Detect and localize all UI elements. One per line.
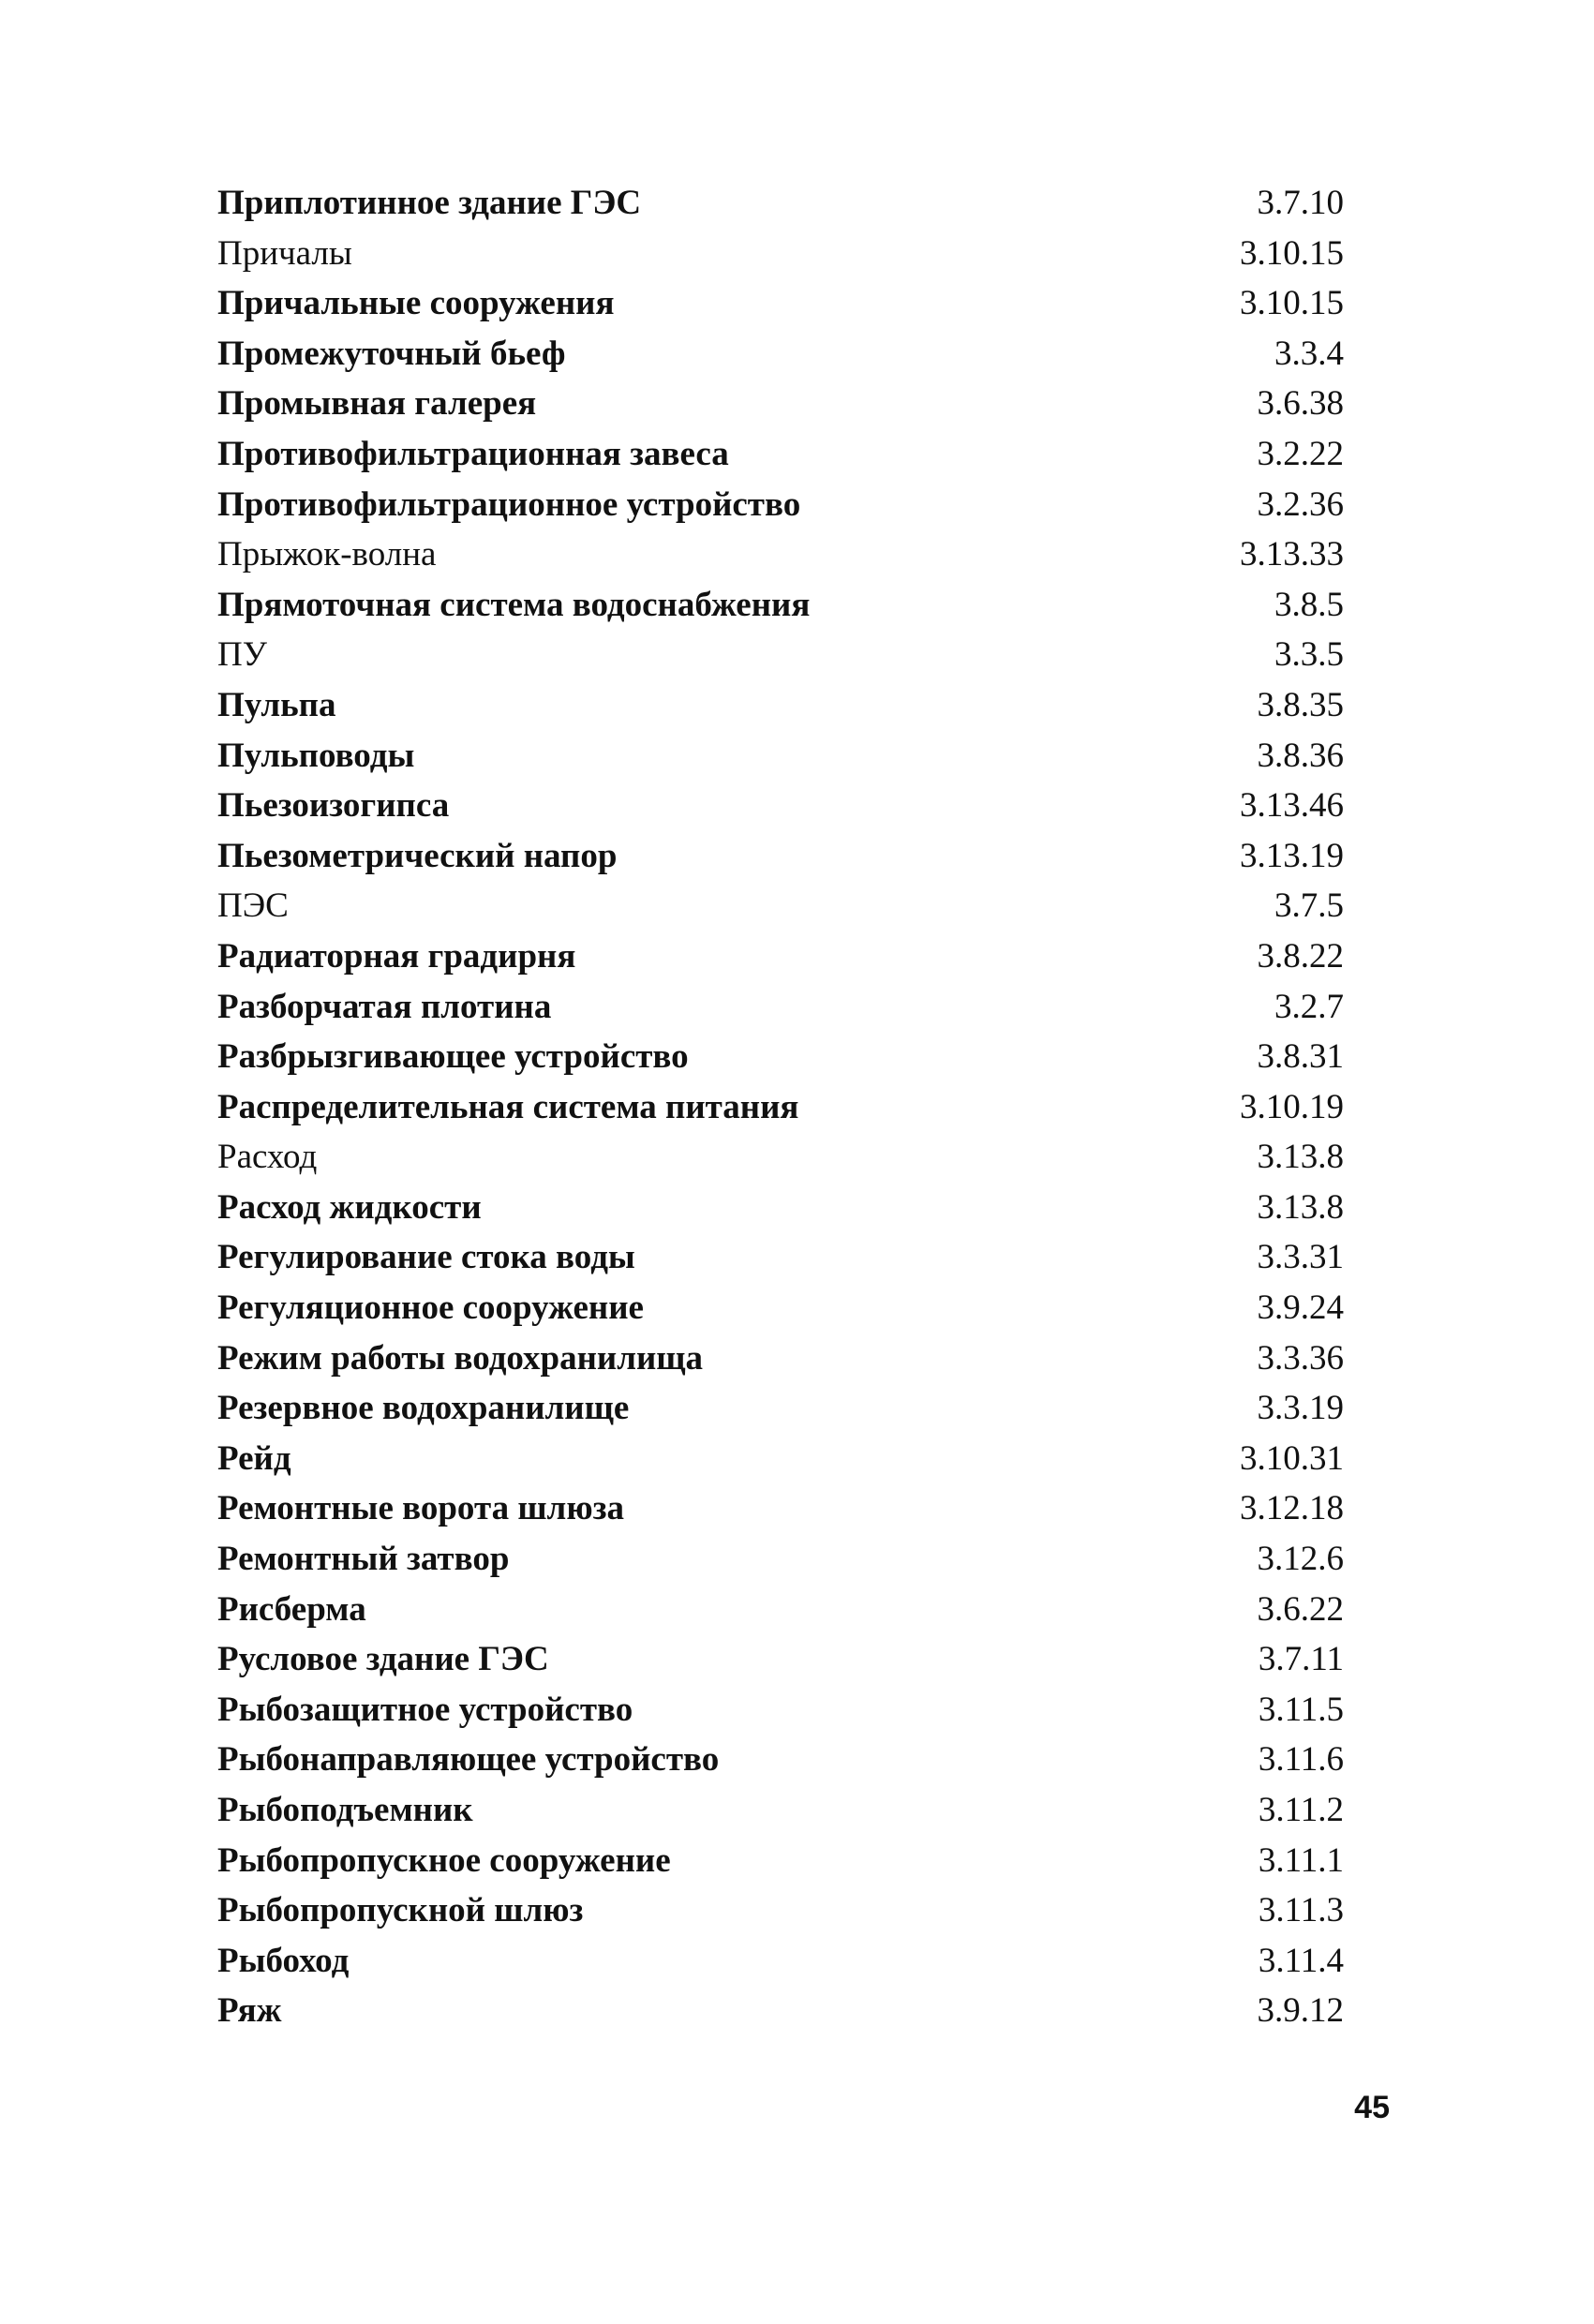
entry-reference: 3.2.22 [1257,434,1344,473]
index-entry [217,1132,1342,1183]
entry-reference: 3.2.7 [1274,987,1344,1026]
entry-reference: 3.9.24 [1257,1289,1344,1328]
entry-term: Разборчатая плотина [217,987,552,1026]
entry-reference: 3.10.19 [1240,1087,1344,1126]
entry-reference: 3.13.8 [1257,1187,1344,1227]
index-entry [217,379,1342,429]
entry-reference: 3.11.4 [1258,1941,1344,1980]
entry-term: Противофильтрационное устройство [217,484,801,524]
entry-term: Режим работы водохранилища [217,1338,704,1378]
index-entry [217,178,1342,229]
index-entry [217,1634,1342,1685]
entry-reference: 3.13.46 [1240,786,1344,826]
entry-reference: 3.8.5 [1274,585,1344,624]
index-entry [217,931,1342,982]
entry-reference: 3.10.15 [1240,284,1344,323]
entry-term: Распределительная система питания [217,1087,799,1126]
entry-reference: 3.8.36 [1257,736,1344,775]
index-entry [217,1936,1342,1987]
entry-term: Разбрызгивающее устройство [217,1037,689,1077]
index-entry [217,529,1342,580]
index-entry [217,1585,1342,1635]
entry-reference: 3.12.6 [1257,1540,1344,1579]
entry-reference: 3.6.22 [1257,1589,1344,1629]
entry-term: Регулирование стока воды [217,1238,635,1277]
entry-reference: 3.13.8 [1257,1138,1344,1177]
entry-term: Ряж [217,1991,282,2031]
entry-term: Прыжок-волна [217,535,437,574]
entry-term: Русловое здание ГЭС [217,1640,549,1679]
entry-reference: 3.7.11 [1258,1640,1344,1679]
index-entry [217,680,1342,731]
entry-term: Рыбопропускное сооружение [217,1840,671,1880]
index-entry [217,480,1342,530]
entry-reference: 3.3.5 [1274,635,1344,675]
page-number: 45 [1354,2090,1390,2125]
entry-term: Причалы [217,233,352,273]
entry-reference: 3.9.12 [1257,1991,1344,2031]
index-entry [217,1885,1342,1936]
index-entry [217,1183,1342,1233]
entry-reference: 3.7.10 [1257,184,1344,222]
entry-reference: 3.3.31 [1257,1238,1344,1277]
entry-reference: 3.8.31 [1257,1037,1344,1077]
entry-term: Рейд [217,1438,291,1478]
index-entry [217,1685,1342,1736]
index-entry [217,1434,1342,1484]
index-entry [217,831,1342,882]
entry-term: Противофильтрационная завеса [217,434,729,473]
entry-reference: 3.11.2 [1258,1791,1344,1829]
index-entry [217,1534,1342,1585]
entry-reference: 3.13.33 [1240,535,1344,574]
entry-term: Рисберма [217,1589,366,1629]
index-entry [217,329,1342,380]
entry-term: Пьезометрический напор [217,836,618,875]
index-entry [217,1232,1342,1283]
entry-term: Расход [217,1138,318,1177]
entry-reference: 3.8.35 [1257,685,1344,724]
entry-reference: 3.11.6 [1258,1740,1344,1780]
entry-reference: 3.3.36 [1257,1338,1344,1378]
entry-term: Рыбоподъемник [217,1791,473,1829]
entry-reference: 3.6.38 [1257,384,1344,424]
entry-reference: 3.2.36 [1257,484,1344,524]
entry-term: Ремонтный затвор [217,1540,510,1579]
index-entry [217,1082,1342,1133]
index-entry [217,1986,1342,2036]
index-entry [217,1836,1342,1886]
entry-term: Промывная галерея [217,384,537,424]
entry-term: Рыбозащитное устройство [217,1690,633,1729]
entry-reference: 3.10.31 [1240,1438,1344,1478]
entry-term: ПЭС [217,886,289,926]
entry-term: Пьезоизогипса [217,786,450,826]
entry-term: Регуляционное сооружение [217,1289,644,1328]
entry-reference: 3.10.15 [1240,233,1344,273]
index-entry [217,278,1342,329]
index-entry [217,781,1342,831]
entry-reference: 3.12.18 [1240,1489,1344,1528]
entry-term: Пульпа [217,685,336,724]
index-entry [217,1283,1342,1333]
term-index-list [217,178,1342,2036]
entry-reference: 3.7.5 [1274,886,1344,926]
entry-term: Рыбонаправляющее устройство [217,1740,720,1780]
index-entry [217,982,1342,1033]
entry-term: Пульповоды [217,736,415,775]
entry-term: Промежуточный бьеф [217,334,566,373]
entry-reference: 3.11.3 [1258,1891,1344,1930]
index-entry [217,1735,1342,1785]
index-entry [217,731,1342,782]
entry-reference: 3.11.1 [1258,1840,1344,1880]
entry-term: Рыбоход [217,1941,350,1980]
entry-term: Причальные сооружения [217,284,615,323]
index-entry [217,881,1342,931]
entry-reference: 3.8.22 [1257,936,1344,976]
entry-term: Радиаторная градирня [217,936,576,976]
entry-term: Рыбопропускной шлюз [217,1891,584,1930]
entry-reference: 3.3.4 [1274,334,1344,373]
entry-term: Прямоточная система водоснабжения [217,585,811,624]
entry-term: Ремонтные ворота шлюза [217,1489,624,1528]
index-entry [217,1483,1342,1534]
index-entry [217,1333,1342,1384]
entry-term: Приплотинное здание ГЭС [217,184,642,222]
index-entry [217,229,1342,279]
index-entry [217,1032,1342,1082]
index-entry [217,1785,1342,1836]
entry-term: Расход жидкости [217,1187,482,1227]
index-entry [217,580,1342,631]
entry-term: ПУ [217,635,267,675]
index-entry [217,630,1342,680]
entry-reference: 3.13.19 [1240,836,1344,875]
index-entry [217,429,1342,480]
entry-term: Резервное водохранилище [217,1389,630,1428]
entry-reference: 3.3.19 [1257,1389,1344,1428]
index-entry [217,1383,1342,1434]
entry-reference: 3.11.5 [1258,1690,1344,1729]
